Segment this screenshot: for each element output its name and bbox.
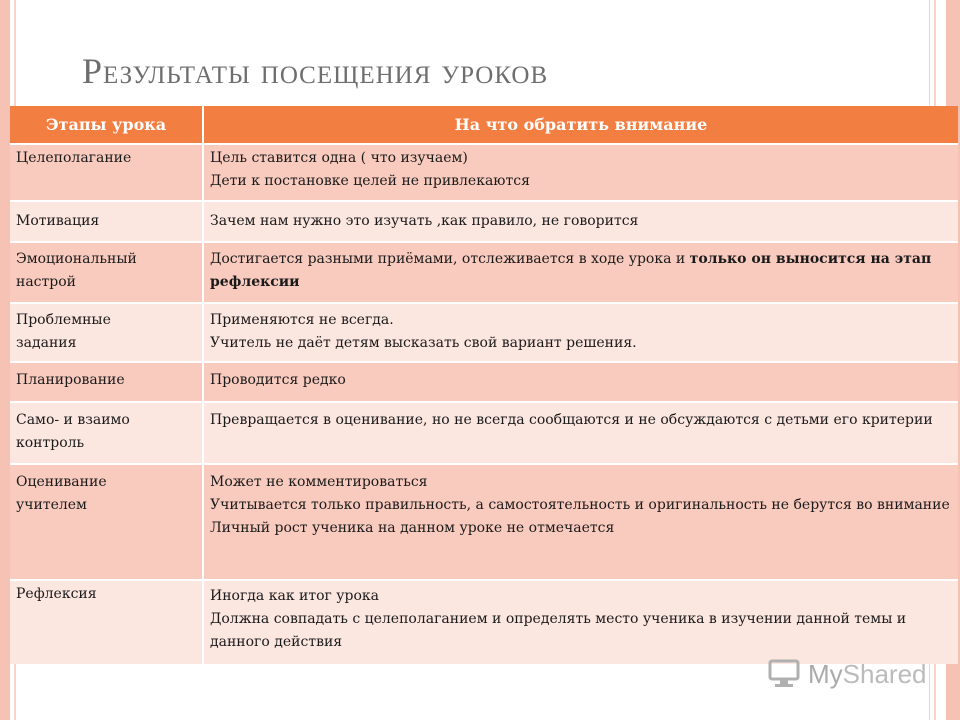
myshared-watermark [768,656,927,692]
table-row [10,362,958,402]
desc-line: Может не комментироваться [210,474,428,490]
desc-line: Зачем нам нужно это изучать ,как правило, не говорится [210,213,639,229]
desc-line: Дети к постановке целей не привлекаются [210,173,530,189]
watermark-text [808,659,927,690]
header-attention: На что обратить внимание [203,106,958,144]
desc-text: Достигается разными приёмами, отслеживается в ходе урока и [210,251,690,267]
stage-cell: Рефлексия [10,580,203,664]
stage-cell: Мотивация [10,201,203,242]
stage-cell: Оценивание учителем [10,464,203,580]
table-row [10,303,958,362]
desc-cell [203,464,958,580]
desc-cell [203,402,958,464]
desc-line: Должна совпадать с целеполаганием и определять место ученика в изучении данной темы и данного действия [210,611,907,650]
desc-line: Превращается в оценивание, но не всегда сообщаются и не обсуждаются с детьми его критерии [210,412,933,428]
left-border-decoration [0,0,10,720]
monitor-icon [768,659,802,689]
desc-line: Цель ставится одна ( что изучаем) [210,150,468,166]
desc-line: Личный рост ученика на данном уроке не отмечается [210,520,615,536]
desc-line: Учитель не даёт детям высказать свой вариант решения. [210,335,637,351]
watermark-prefix: My [808,658,843,689]
desc-cell [203,144,958,201]
desc-line: Применяются не всегда. [210,312,394,328]
table-row [10,580,958,664]
desc-line: Иногда как итог урока [210,588,380,604]
desc-cell [203,201,958,242]
desc-cell [203,362,958,402]
desc-line: Проводится редко [210,372,346,388]
header-stage: Этапы урока [10,106,203,144]
stage-cell: Планирование [10,362,203,402]
table-row [10,242,958,303]
desc-cell [203,242,958,303]
stage-cell: Эмоциональный настрой [10,242,203,303]
lesson-results-table [10,106,958,664]
stage-cell: Само- и взаимо контроль [10,402,203,464]
desc-bold-text: только он выносится на этап рефлексии [210,251,932,290]
stage-cell: Целеполагание [10,144,203,201]
desc-cell [203,580,958,664]
table-row [10,402,958,464]
table-row [10,201,958,242]
stage-cell: Проблемные задания [10,303,203,362]
table-row [10,464,958,580]
desc-cell [203,303,958,362]
table-row [10,144,958,201]
watermark-suffix: Shared [842,658,927,689]
page-title: Результаты посещения уроков [82,51,549,91]
desc-line: Учитывается только правильность, а самостоятельность и оригинальность не берутся во внимание [210,497,950,513]
